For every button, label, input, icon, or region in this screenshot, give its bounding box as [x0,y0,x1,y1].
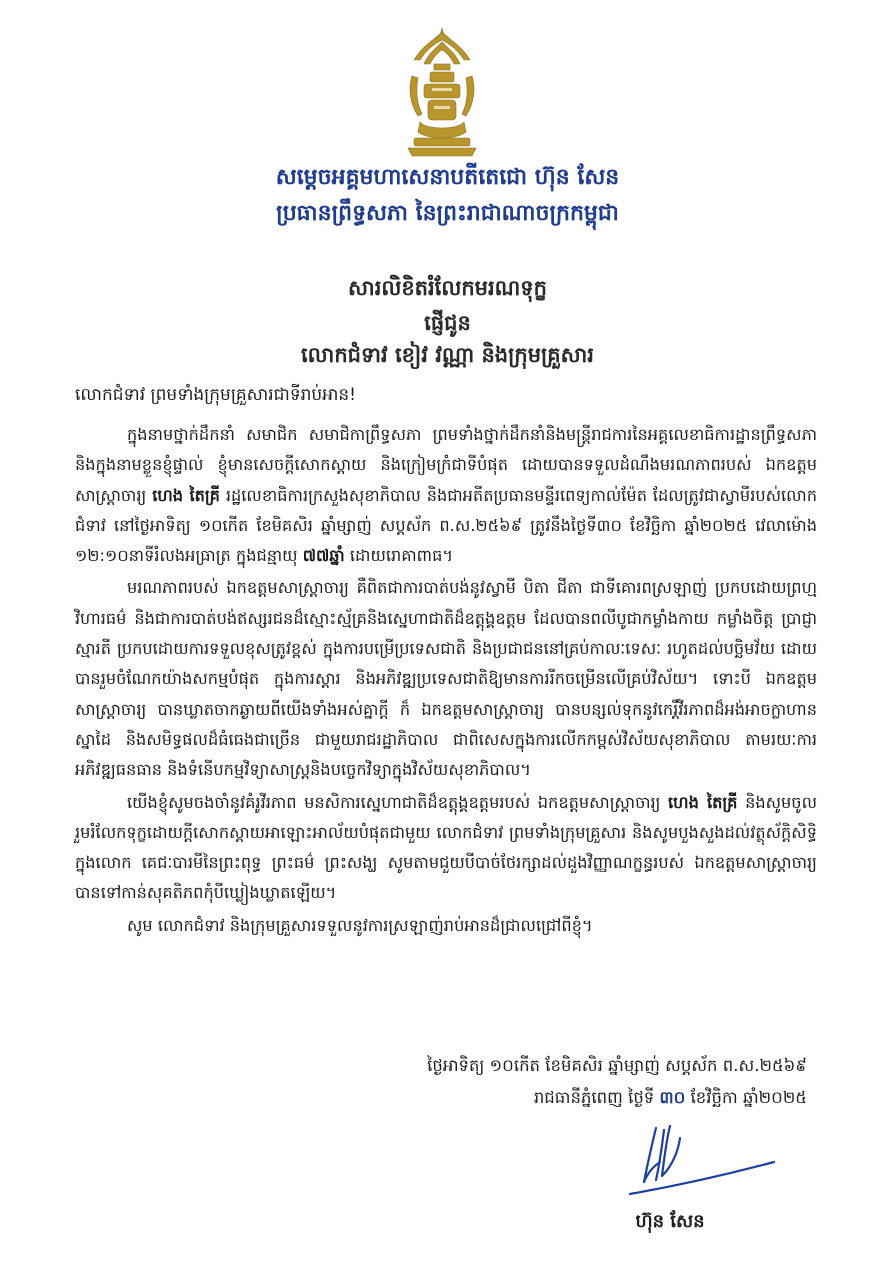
paragraph-3 [75,788,817,909]
deceased-name: ហេង តៃគ្រី [152,485,220,505]
paragraph-3-part-a: យើងខ្ញុំសូមចងចាំនូវគំរូវីរភាព មនសិការស្នេហាជាតិដ៏ឧត្តុង្គឧត្តមរបស់ ឯកឧត្តមសាស្ត្រាចារ្យ [127,792,661,812]
handwritten-signature-icon [624,1122,784,1202]
letter-body [75,420,817,943]
lunar-date: ថ្ងៃអាទិត្យ ១០កើត ខែមិគសិរ ឆ្នាំម្សាញ់ សប្តស័ក ព.ស.២៥៦៩ [427,1056,807,1075]
date-block [427,1050,807,1114]
letter-subtitle-sent-to: ផ្ញើជូន [424,311,471,335]
date-day: ៣០ [659,1088,686,1107]
paragraph-4: សូម លោកជំទាវ និងក្រុមគ្រួសារទទួលនូវការស្រឡាញ់រាប់អានដ៏ជ្រាលជ្រៅពីខ្ញុំ។ [127,915,593,935]
letter-title: សារលិខិតរំលែកមរណទុក្ខ [348,276,547,300]
deceased-age: ៧៧ឆ្នាំ [302,546,345,566]
paragraph-2: មរណភាពរបស់ ឯកឧត្តមសាស្ត្រាចារ្យ គឺពិតជាការបាត់បង់នូវស្វាមី បិតា ជីតា ជាទីគោរពស្រឡាញ់ ប្រកបដោយព្រហ្មវិហារធម៌ និងជាការបាត់បង់ឥស្សរជនដ៏ស្មោះស្ម័គ្រនិងស្នេហាជាតិដ៏ឧត្តុង្គឧត្តម ដែលបានពលីបូជាកម្លាំងកាយ កម្លាំងចិត្ត ប្រាជ្ញា ស្មារតី ប្រកបដោយការទទួលខុសត្រូវខ្ពស់ ក្នុងការបម្រើប្រទេសជាតិ និងប្រជាជននៅគ្រប់កាលៈទេសៈ រហូតដល់បច្ឆិមវ័យ ដោយបានរួមចំណែកយ៉ាងសកម្មបំផុត ក្នុងការស្តារ និងអភិវឌ្ឍប្រទេសជាតិឱ្យមានការរីកចម្រើនលើគ្រប់វិស័យ។ ទោះបី ឯកឧត្តមសាស្ត្រាចារ្យ បានឃ្លាតចាកឆ្ងាយពីយើងទាំងអស់គ្នាក្តី ក៏ ឯកឧត្តមសាស្ត្រាចារ្យ បានបន្សល់ទុកនូវកេរ្តិ៍វីរភាពដ៏អង់អាចក្លាហាន ស្នាដៃ និងសមិទ្ធផលដ៏ធំធេងជាច្រើន ជាមួយរាជរដ្ឋាភិបាល ជាពិសេសក្នុងការលើកកម្ពស់វិស័យសុខាភិបាល តាមរយៈការអភិវឌ្ឍធនធាន និងទំនើបកម្មវិទ្យាសាស្ត្រនិងបច្ចេកវិទ្យាក្នុងវិស័យសុខាភិបាល។ [75,578,817,780]
paragraph-1-part-c: ដោយរោគាពាធ។ [349,546,454,566]
place-label: រាជធានីភ្នំពេញ ថ្ងៃទី [533,1088,655,1107]
paragraph-3-part-b: និងសូមចូលរួមរំលែកទុក្ខដោយក្តីសោកស្តាយអាឡោះអាល័យបំផុតជាមួយ លោកជំទាវ ព្រមទាំងក្រុមគ្រួសារ និងសូមបួងសួងដល់វត្ថុស័ក្តិសិទ្ធិក្នុងលោក គេជៈបារមីនៃព្រះពុទ្ធ ព្រះធម៌ ព្រះសង្ឃ សូមតាមជួយបីបាច់ថែរក្សាដល់ដួងវិញ្ញាណក្ខន្ធរបស់ ឯកឧត្តមសាស្ត្រាចារ្យ បានទៅកាន់សុគតិភពកុំបីឃ្លៀងឃ្លាតឡើយ។ [75,792,817,903]
salutation: លោកជំទាវ ព្រមទាំងក្រុមគ្រួសារជាទីរាប់អាន! [75,385,356,405]
date-month-year: ខែវិច្ឆិកា ឆ្នាំ២០២៥ [690,1088,807,1107]
deceased-name-repeat: ហេង តៃគ្រី [668,792,738,812]
paragraph-1-part-b: រដ្ឋលេខាធិការក្រសួងសុខាភិបាល និងជាអតីតប្រធានមន្ទីរពេទ្យកាល់ម៉ែត ដែលត្រូវជាស្វាមីរបស់លោកជំទាវ នៅថ្ងៃអាទិត្យ ១០កើត ខែមិគសិរ ឆ្នាំម្សាញ់ សប្តស័ក ព.ស.២៥៦៩ ត្រូវនឹងថ្ងៃទី៣០ ខែវិច្ឆិកា ឆ្នាំ២០២៥ វេលាម៉ោង ១២:១០នាទីរំលងអធ្រាត្រ ក្នុងជន្មាយុ [75,485,818,566]
letter-recipient: លោកជំទាវ ខៀវ វណ្ណា និងក្រុមគ្រួសារ [301,343,594,367]
place-date [427,1082,807,1114]
royal-arms-emblem-icon [404,26,480,158]
signer-name: ហ៊ុន សែន [635,1211,705,1232]
paragraph-1-part-a: ក្នុងនាមថ្នាក់ដឹកនាំ សមាជិក សមាជិកាព្រឹទ្ធសភា ព្រមទាំងថ្នាក់ដឹកនាំនិងមន្ត្រីរាជការនៃអគ្គលេខាធិការដ្ឋានព្រឹទ្ធសភា និងក្នុងនាមខ្លួនខ្ញុំផ្ទាល់ ខ្ញុំមានសេចក្តីសោកស្តាយ និងក្រៀមក្រំជាទីបំផុត ដោយបានទទួលដំណឹងមរណភាពរបស់ ឯកឧត្តមសាស្ត្រាចារ្យ [75,425,817,505]
author-position-heading: ប្រធានព្រឹទ្ធសភា នៃព្រះរាជាណាចក្រកម្ពុជា [276,201,619,226]
paragraph-1 [75,420,817,571]
author-name-heading: សម្ដេចអគ្គមហាសេនាបតីតេជោ ហ៊ុន សែន [275,165,620,190]
